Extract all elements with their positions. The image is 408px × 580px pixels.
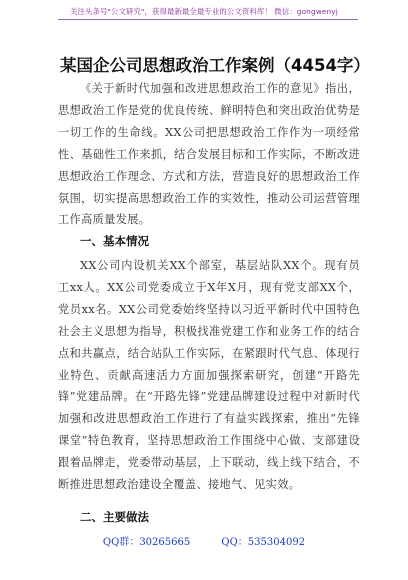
section-heading-basic-info: 一、基本情况 <box>80 234 149 248</box>
section-heading-main-practices: 二、主要做法 <box>80 510 149 524</box>
section-paragraph-basic-info: XX公司内设机关XX个部室，基层站队XX个。现有员工xx人。XX公司党委成立于X年X月，现有党支部XX个，党员xx名。XX公司党委始终坚持以习近平新时代中国特色社会主义思想为指导，积极找准党建工作和业务工作的结合点和共赢点，结合站队工作实际，在紧跟时代气息、体现行业特色、贡献高速活力方面加强探索研究，创建“开路先锋”党建品牌。在“开路先锋”党建品牌建设过程中对新时代加强和改进思想政治工作进行了有益实践探索，推出“先锋课堂”特色教育，坚持思想政治工作围绕中心做、支部建设跟着品牌走，党委带动基层，上下联动，线上线下结合，不断推进思想政治建设全覆盖、接地气、见实效。 <box>58 259 360 492</box>
footer-contact <box>0 533 408 548</box>
header-banner: 关注头条号"公文研究"，获得最新最全最专业的公文资料库！ 微信：gongwenyj <box>70 7 338 16</box>
header-divider <box>58 19 358 20</box>
document-title: 某国企公司思想政治工作案例（4454字） <box>60 56 370 75</box>
footer-qq-group: QQ群：30265665 <box>102 537 191 548</box>
intro-paragraph: 《关于新时代加强和改进思想政治工作的意见》指出，思想政治工作是党的优良传统、鲜明特色和突出政治优势是一切工作的生命线。XX公司把思想政治工作作为一项经常性、基础性工作来抓，结合发展目标和工作实际，不断改进思想政治工作理念、方式和方法，营造良好的思想政治工作氛围，切实提高思想政治工作的实效性，推动公司运营管理工作高质量发展。 <box>58 82 360 227</box>
footer-qq: QQ：535304092 <box>221 537 306 548</box>
